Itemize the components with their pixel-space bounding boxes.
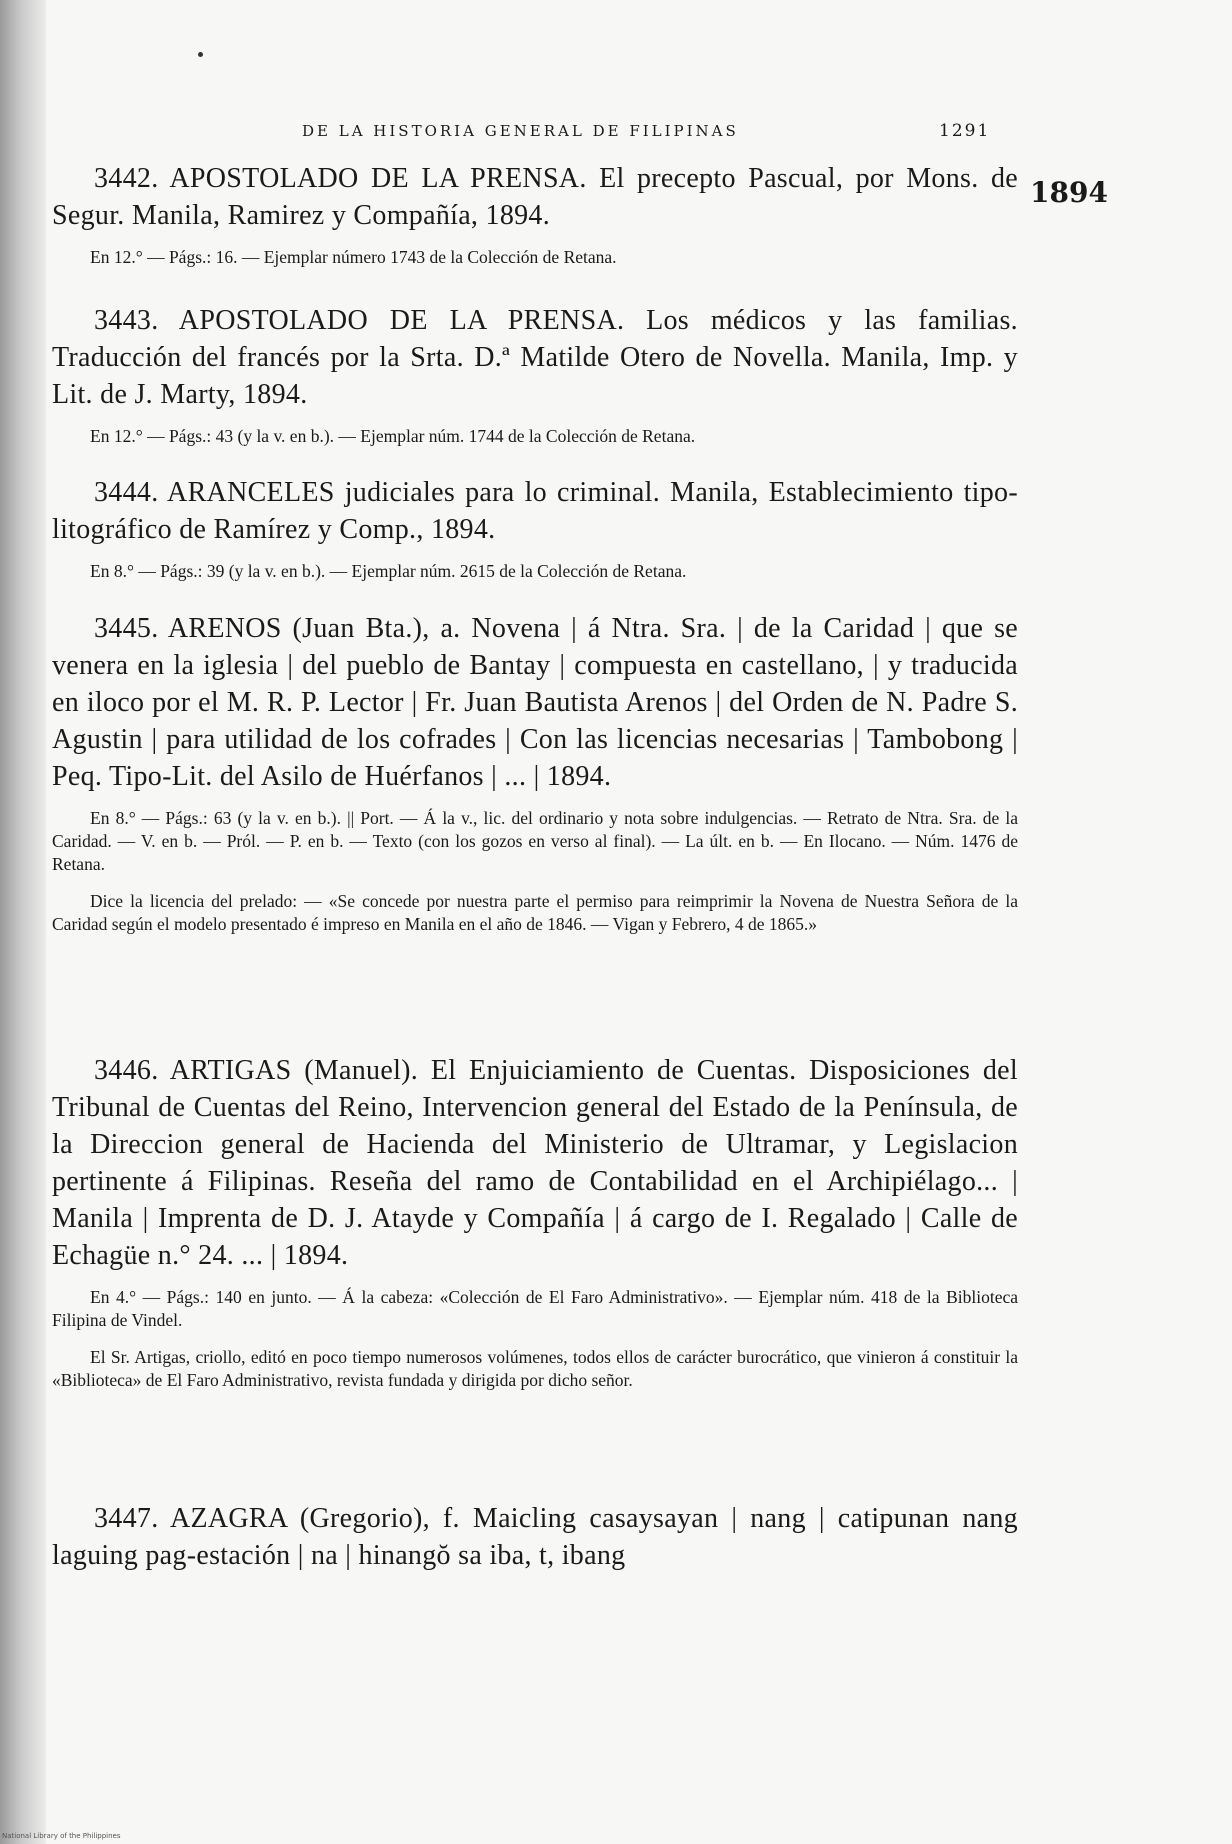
entry-note: En 8.° — Págs.: 63 (y la v. en b.). || Port. — Á la v., lic. del ordinario y nota sobre indulgencias. — Retrato de Ntra. Sra. de la Caridad. — V. en b. — Pról. — P. en b. — Texto (con los gozos en verso al final). — La últ. en b. — En Ilocano. — Núm. 1476 de Retana. bbox=[52, 808, 1018, 874]
entry-note: En 12.° — Págs.: 43 (y la v. en b.). — Ejemplar núm. 1744 de la Colección de Retana. bbox=[90, 426, 696, 446]
entry-number: 3447. bbox=[94, 1503, 159, 1534]
entry-title-text: ARTIGAS (Manuel). El Enjuiciamiento de Cuentas. Disposiciones del Tribunal de Cuentas del Reino, Intervencion general del Estado de la Península, de la Direccion general de Hacienda del Ministerio de Ultramar, y Legislacion pertinente á Filipinas. Reseña del ramo de Contabilidad en el Archipiélago... | Manila | Imprenta de D. J. Atayde y Compañía | á cargo de I. Regalado | Calle de Echagüe n.° 24. ... | 1894. bbox=[52, 1055, 1018, 1271]
entry-3445 bbox=[52, 610, 1018, 936]
scan-speck bbox=[198, 52, 203, 57]
entry-number: 3442. bbox=[94, 163, 159, 194]
entry-title-text: APOSTOLADO DE LA PRENSA. El precepto Pascual, por Mons. de Segur. Manila, Ramirez y Compañía, 1894. bbox=[52, 163, 1018, 231]
entry-title bbox=[52, 1500, 1018, 1574]
scan-credit: National Library of the Philippines bbox=[2, 1832, 121, 1840]
running-head: DE LA HISTORIA GENERAL DE FILIPINAS bbox=[302, 122, 739, 140]
page-number: 1291 bbox=[939, 121, 991, 141]
entry-title bbox=[52, 160, 1018, 234]
entry-note: En 8.° — Págs.: 39 (y la v. en b.). — Ejemplar núm. 2615 de la Colección de Retana. bbox=[90, 561, 687, 581]
entry-title bbox=[52, 1052, 1018, 1274]
entry-title-text: APOSTOLADO DE LA PRENSA. Los médicos y las familias. Traducción del francés por la Srta. D.ª Matilde Otero de Novella. Manila, Imp. y Lit. de J. Marty, 1894. bbox=[52, 305, 1018, 410]
entry-number: 3444. bbox=[94, 477, 159, 508]
entry-title bbox=[52, 474, 1018, 548]
entry-3442 bbox=[52, 160, 1018, 269]
entry-3447 bbox=[52, 1500, 1018, 1574]
entry-note: En 4.° — Págs.: 140 en junto. — Á la cabeza: «Colección de El Faro Administrativo». — Ejemplar núm. 418 de la Biblioteca Filipina de Vindel. bbox=[52, 1287, 1018, 1330]
entry-title bbox=[52, 302, 1018, 413]
entry-title-text: ARANCELES judiciales para lo criminal. Manila, Establecimiento tipo-litográfico de Ramírez y Comp., 1894. bbox=[52, 477, 1018, 545]
entry-3444 bbox=[52, 474, 1018, 583]
binding-shadow bbox=[0, 0, 46, 1844]
entry-title bbox=[52, 610, 1018, 795]
entry-note: Dice la licencia del prelado: — «Se concede por nuestra parte el permiso para reimprimir la Novena de Nuestra Señora de la Caridad según el modelo presentado é impreso en Manila en el año de 1846. — Vigan y Febrero, 4 de 1865.» bbox=[52, 891, 1018, 934]
entry-number: 3446. bbox=[94, 1055, 159, 1086]
entry-number: 3445. bbox=[94, 613, 159, 644]
entry-title-text: AZAGRA (Gregorio), f. Maicling casaysayan | nang | catipunan nang laguing pag-estación | na | hinangŏ sa iba, t, ibang bbox=[52, 1503, 1018, 1571]
year-marker: 1894 bbox=[1030, 176, 1108, 209]
entry-number: 3443. bbox=[94, 305, 159, 336]
entry-title-text: ARENOS (Juan Bta.), a. Novena | á Ntra. Sra. | de la Caridad | que se venera en la iglesia | del pueblo de Bantay | compuesta en castellano, | y traducida en iloco por el M. R. P. Lector | Fr. Juan Bautista Arenos | del Orden de N. Padre S. Agustin | para utilidad de los cofrades | Con las licencias necesarias | Tambobong | Peq. Tipo-Lit. del Asilo de Huérfanos | ... | 1894. bbox=[52, 613, 1018, 792]
entry-note: El Sr. Artigas, criollo, editó en poco tiempo numerosos volúmenes, todos ellos de carácter burocrático, que vinieron á constituir la «Biblioteca» de El Faro Administrativo, revista fundada y dirigida por dicho señor. bbox=[52, 1347, 1018, 1390]
entry-3446 bbox=[52, 1052, 1018, 1392]
entry-3443 bbox=[52, 302, 1018, 448]
entry-note: En 12.° — Págs.: 16. — Ejemplar número 1743 de la Colección de Retana. bbox=[90, 247, 617, 267]
